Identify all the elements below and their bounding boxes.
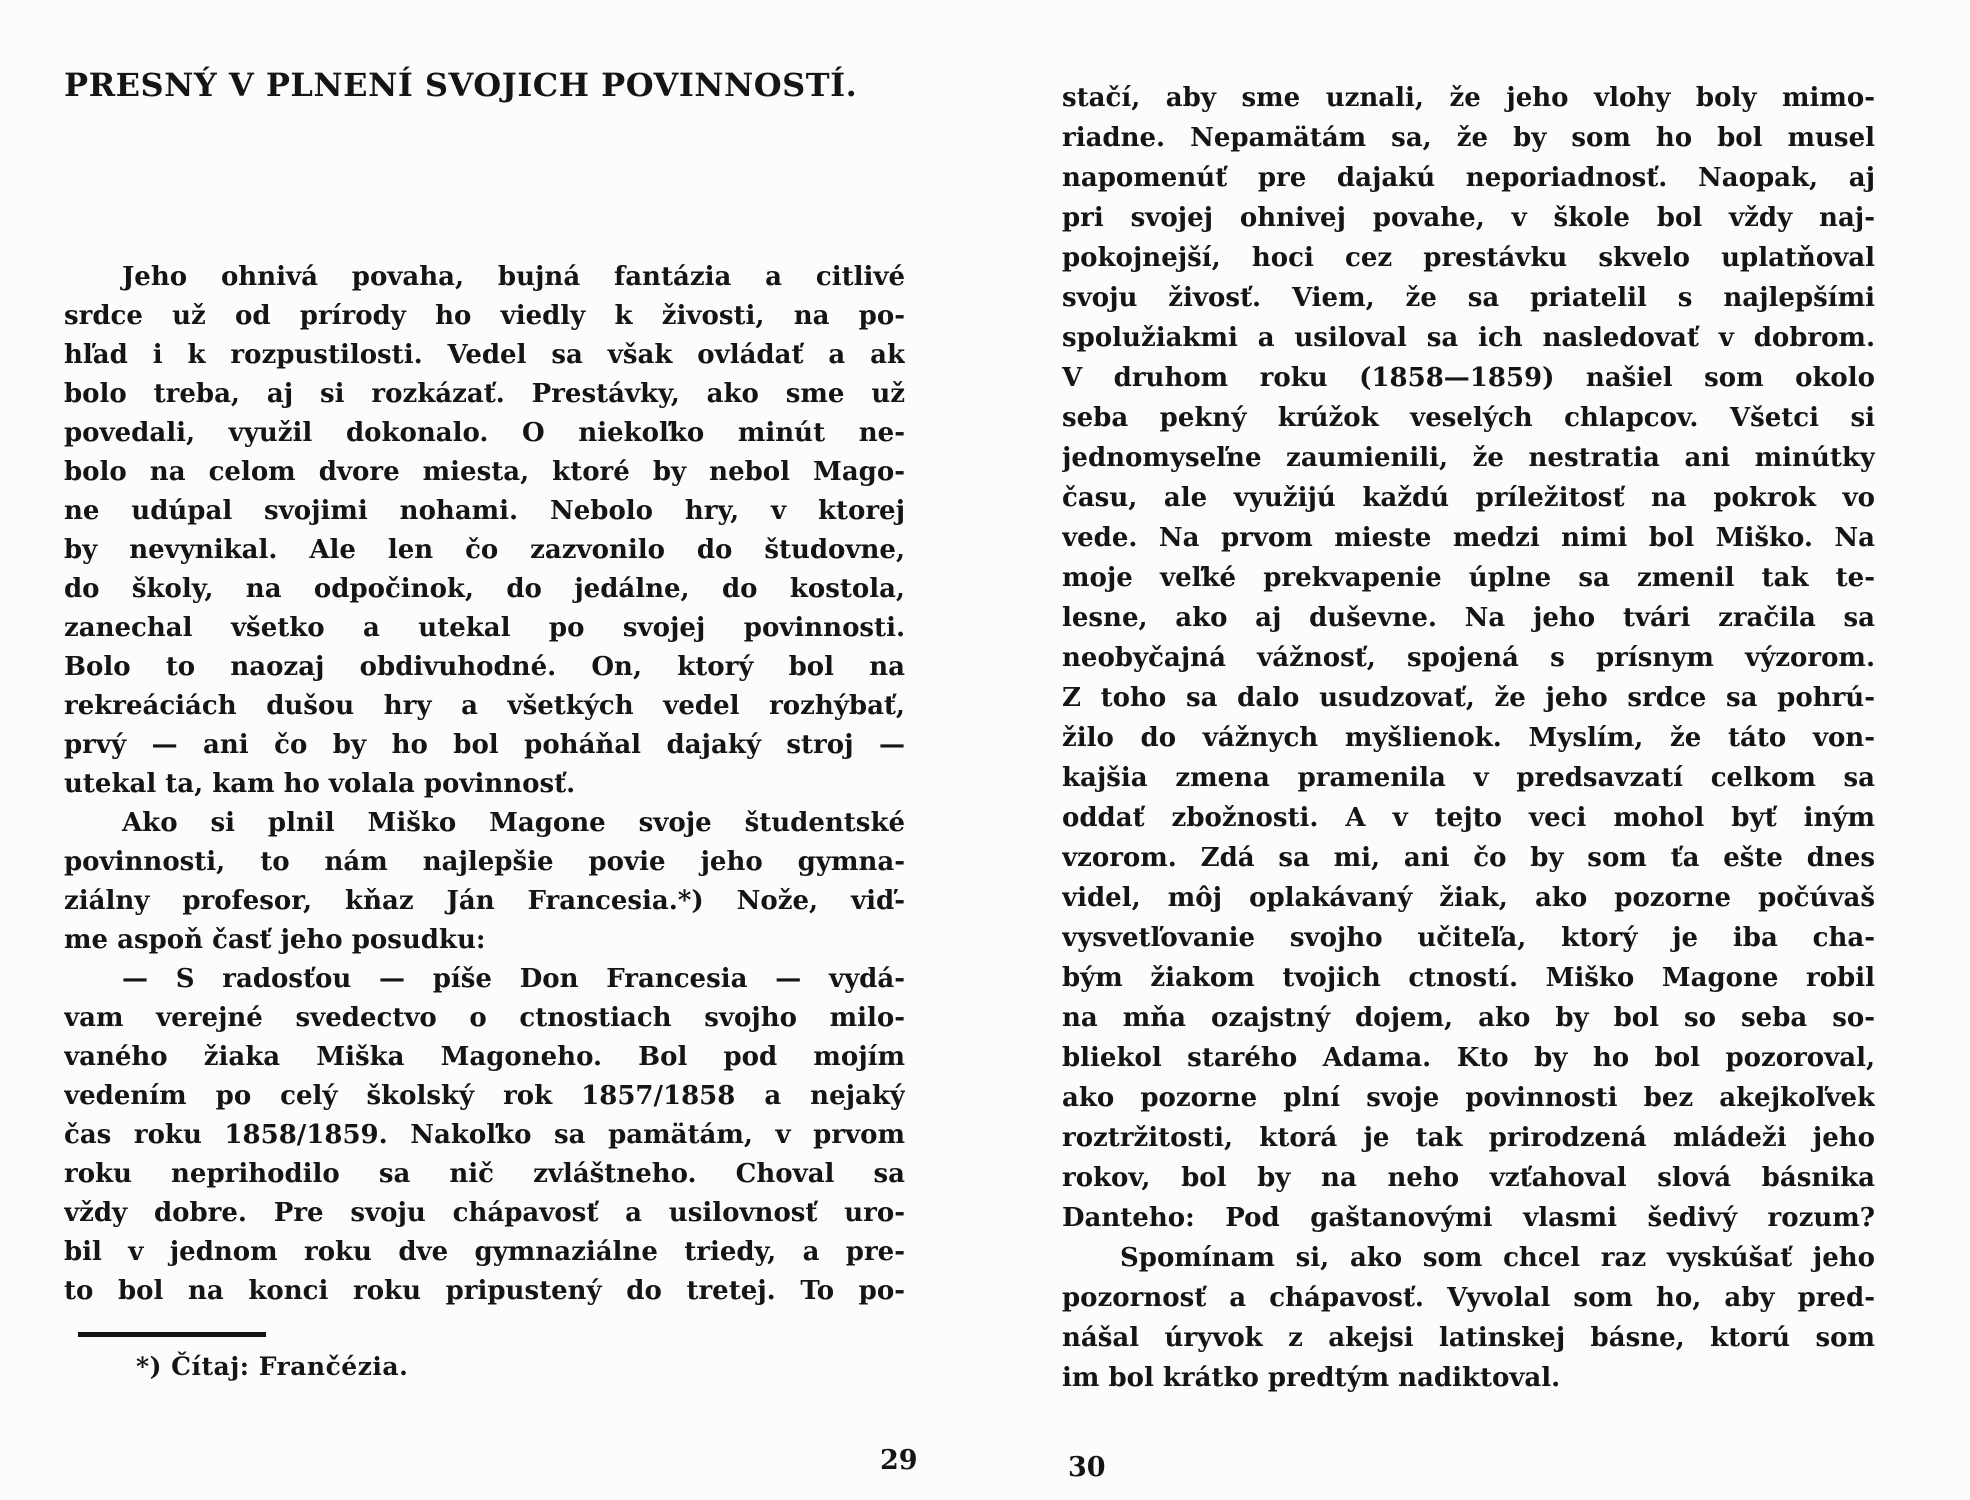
text-line: V druhom roku (1858—1859) našiel som okolo xyxy=(1062,363,1875,393)
right-page-text xyxy=(1062,78,1875,1398)
text-line: Z toho sa dalo usudzovať, že jeho srdce sa pohrú- xyxy=(1062,683,1875,713)
text-line: pokojnejší, hoci cez prestávku skvelo uplatňoval xyxy=(1062,243,1875,273)
text-line: oddať zbožnosti. A v tejto veci mohol byť iným xyxy=(1062,803,1875,833)
text-line: rekreáciách dušou hry a všetkých vedel rozhýbať, xyxy=(64,691,905,721)
footnote-rule xyxy=(78,1332,266,1337)
text-line: Spomínam si, ako som chcel raz vyskúšať jeho xyxy=(1120,1243,1875,1273)
text-line: žilo do vážnych myšlienok. Myslím, že táto von- xyxy=(1062,723,1875,753)
text-line: vždy dobre. Pre svoju chápavosť a usilovnosť uro- xyxy=(64,1198,905,1228)
page-title: PRESNÝ V PLNENÍ SVOJICH POVINNOSTÍ. xyxy=(64,66,858,104)
text-line: vam verejné svedectvo o ctnostiach svojho milo- xyxy=(64,1003,905,1033)
text-line: bliekol starého Adama. Kto by ho bol pozoroval, xyxy=(1062,1043,1875,1073)
text-line: na mňa ozajstný dojem, ako by bol so seba so- xyxy=(1062,1003,1875,1033)
text-line: napomenúť pre dajakú neporiadnosť. Naopak, aj xyxy=(1062,163,1875,193)
text-line: prvý — ani čo by ho bol poháňal dajaký stroj — xyxy=(64,730,905,760)
text-line: nášal úryvok z akejsi latinskej básne, ktorú som xyxy=(1062,1323,1875,1353)
text-line: roztržitosti, ktorá je tak prirodzená mládeži jeho xyxy=(1062,1123,1875,1153)
text-line: moje veľké prekvapenie úplne sa zmenil tak te- xyxy=(1062,563,1875,593)
text-line: riadne. Nepamätám sa, že by som ho bol musel xyxy=(1062,123,1875,153)
text-line: ako pozorne plní svoje povinnosti bez akejkoľvek xyxy=(1062,1083,1875,1113)
text-line: srdce už od prírody ho viedly k živosti, na po- xyxy=(64,301,905,331)
text-line: čas roku 1858/1859. Nakoľko sa pamätám, v prvom xyxy=(64,1120,905,1150)
text-line: vzorom. Zdá sa mi, ani čo by som ťa ešte dnes xyxy=(1062,843,1875,873)
text-line: jednomyseľne zaumienili, že nestratia ani minútky xyxy=(1062,443,1875,473)
text-line: Bolo to naozaj obdivuhodné. On, ktorý bol na xyxy=(64,652,905,682)
text-line: pozornosť a chápavosť. Vyvolal som ho, aby pred- xyxy=(1062,1283,1875,1313)
footnote: *) Čítaj: Frančézia. xyxy=(136,1352,409,1381)
page-number-left: 29 xyxy=(880,1445,918,1476)
text-line: to bol na konci roku pripustený do tretej. To po- xyxy=(64,1276,905,1306)
left-page-text xyxy=(64,258,905,1311)
text-line: stačí, aby sme uznali, že jeho vlohy boly mimo- xyxy=(1062,83,1875,113)
text-line: utekal ta, kam ho volala povinnosť. xyxy=(64,769,576,799)
text-line: rokov, bol by na neho vzťahoval slová básnika xyxy=(1062,1163,1875,1193)
text-line: pri svojej ohnivej povahe, v škole bol vždy naj- xyxy=(1062,203,1875,233)
text-line: vedením po celý školský rok 1857/1858 a nejaký xyxy=(64,1081,905,1111)
text-line: — S radosťou — píše Don Francesia — vydá- xyxy=(122,964,905,994)
text-line: Jeho ohnivá povaha, bujná fantázia a citlivé xyxy=(122,262,905,292)
text-line: im bol krátko predtým nadiktoval. xyxy=(1062,1363,1561,1393)
text-line: do školy, na odpočinok, do jedálne, do kostola, xyxy=(64,574,905,604)
text-line: Danteho: Pod gaštanovými vlasmi šedivý rozum? xyxy=(1062,1203,1875,1233)
text-line: seba pekný krúžok veselých chlapcov. Všetci si xyxy=(1062,403,1875,433)
text-line: svoju živosť. Viem, že sa priatelil s najlepšími xyxy=(1062,283,1875,313)
text-line: roku neprihodilo sa nič zvláštneho. Choval sa xyxy=(64,1159,905,1189)
text-line: kajšia zmena pramenila v predsavzatí celkom sa xyxy=(1062,763,1875,793)
text-line: videl, môj oplakávaný žiak, ako pozorne počúvaš xyxy=(1062,883,1875,913)
text-line: povedali, využil dokonalo. O niekoľko minút ne- xyxy=(64,418,905,448)
text-line: me aspoň časť jeho posudku: xyxy=(64,925,486,955)
text-line: ziálny profesor, kňaz Ján Francesia.*) Nože, viď- xyxy=(64,886,905,916)
text-line: ne udúpal svojimi nohami. Nebolo hry, v ktorej xyxy=(64,496,905,526)
text-line: bolo treba, aj si rozkázať. Prestávky, ako sme už xyxy=(64,379,905,409)
text-line: hľad i k rozpustilosti. Vedel sa však ovládať a ak xyxy=(64,340,905,370)
text-line: povinnosti, to nám najlepšie povie jeho gymna- xyxy=(64,847,905,877)
text-line: bým žiakom tvojich ctností. Miško Magone robil xyxy=(1062,963,1875,993)
text-line: neobyčajná vážnosť, spojená s prísnym výzorom. xyxy=(1062,643,1875,673)
text-line: vaného žiaka Miška Magoneho. Bol pod mojím xyxy=(64,1042,905,1072)
text-line: spolužiakmi a usiloval sa ich nasledovať v dobrom. xyxy=(1062,323,1875,353)
text-line: lesne, ako aj duševne. Na jeho tvári zračila sa xyxy=(1062,603,1875,633)
text-line: by nevynikal. Ale len čo zazvonilo do študovne, xyxy=(64,535,905,565)
text-line: času, ale využijú každú príležitosť na pokrok vo xyxy=(1062,483,1875,513)
page-number-right: 30 xyxy=(1068,1452,1106,1483)
text-line: vysvetľovanie svojho učiteľa, ktorý je iba cha- xyxy=(1062,923,1875,953)
text-line: bil v jednom roku dve gymnaziálne triedy, a pre- xyxy=(64,1237,905,1267)
text-line: Ako si plnil Miško Magone svoje študentské xyxy=(122,808,905,838)
text-line: zanechal všetko a utekal po svojej povinnosti. xyxy=(64,613,905,643)
text-line: bolo na celom dvore miesta, ktoré by nebol Mago- xyxy=(64,457,905,487)
text-line: vede. Na prvom mieste medzi nimi bol Miško. Na xyxy=(1062,523,1875,553)
